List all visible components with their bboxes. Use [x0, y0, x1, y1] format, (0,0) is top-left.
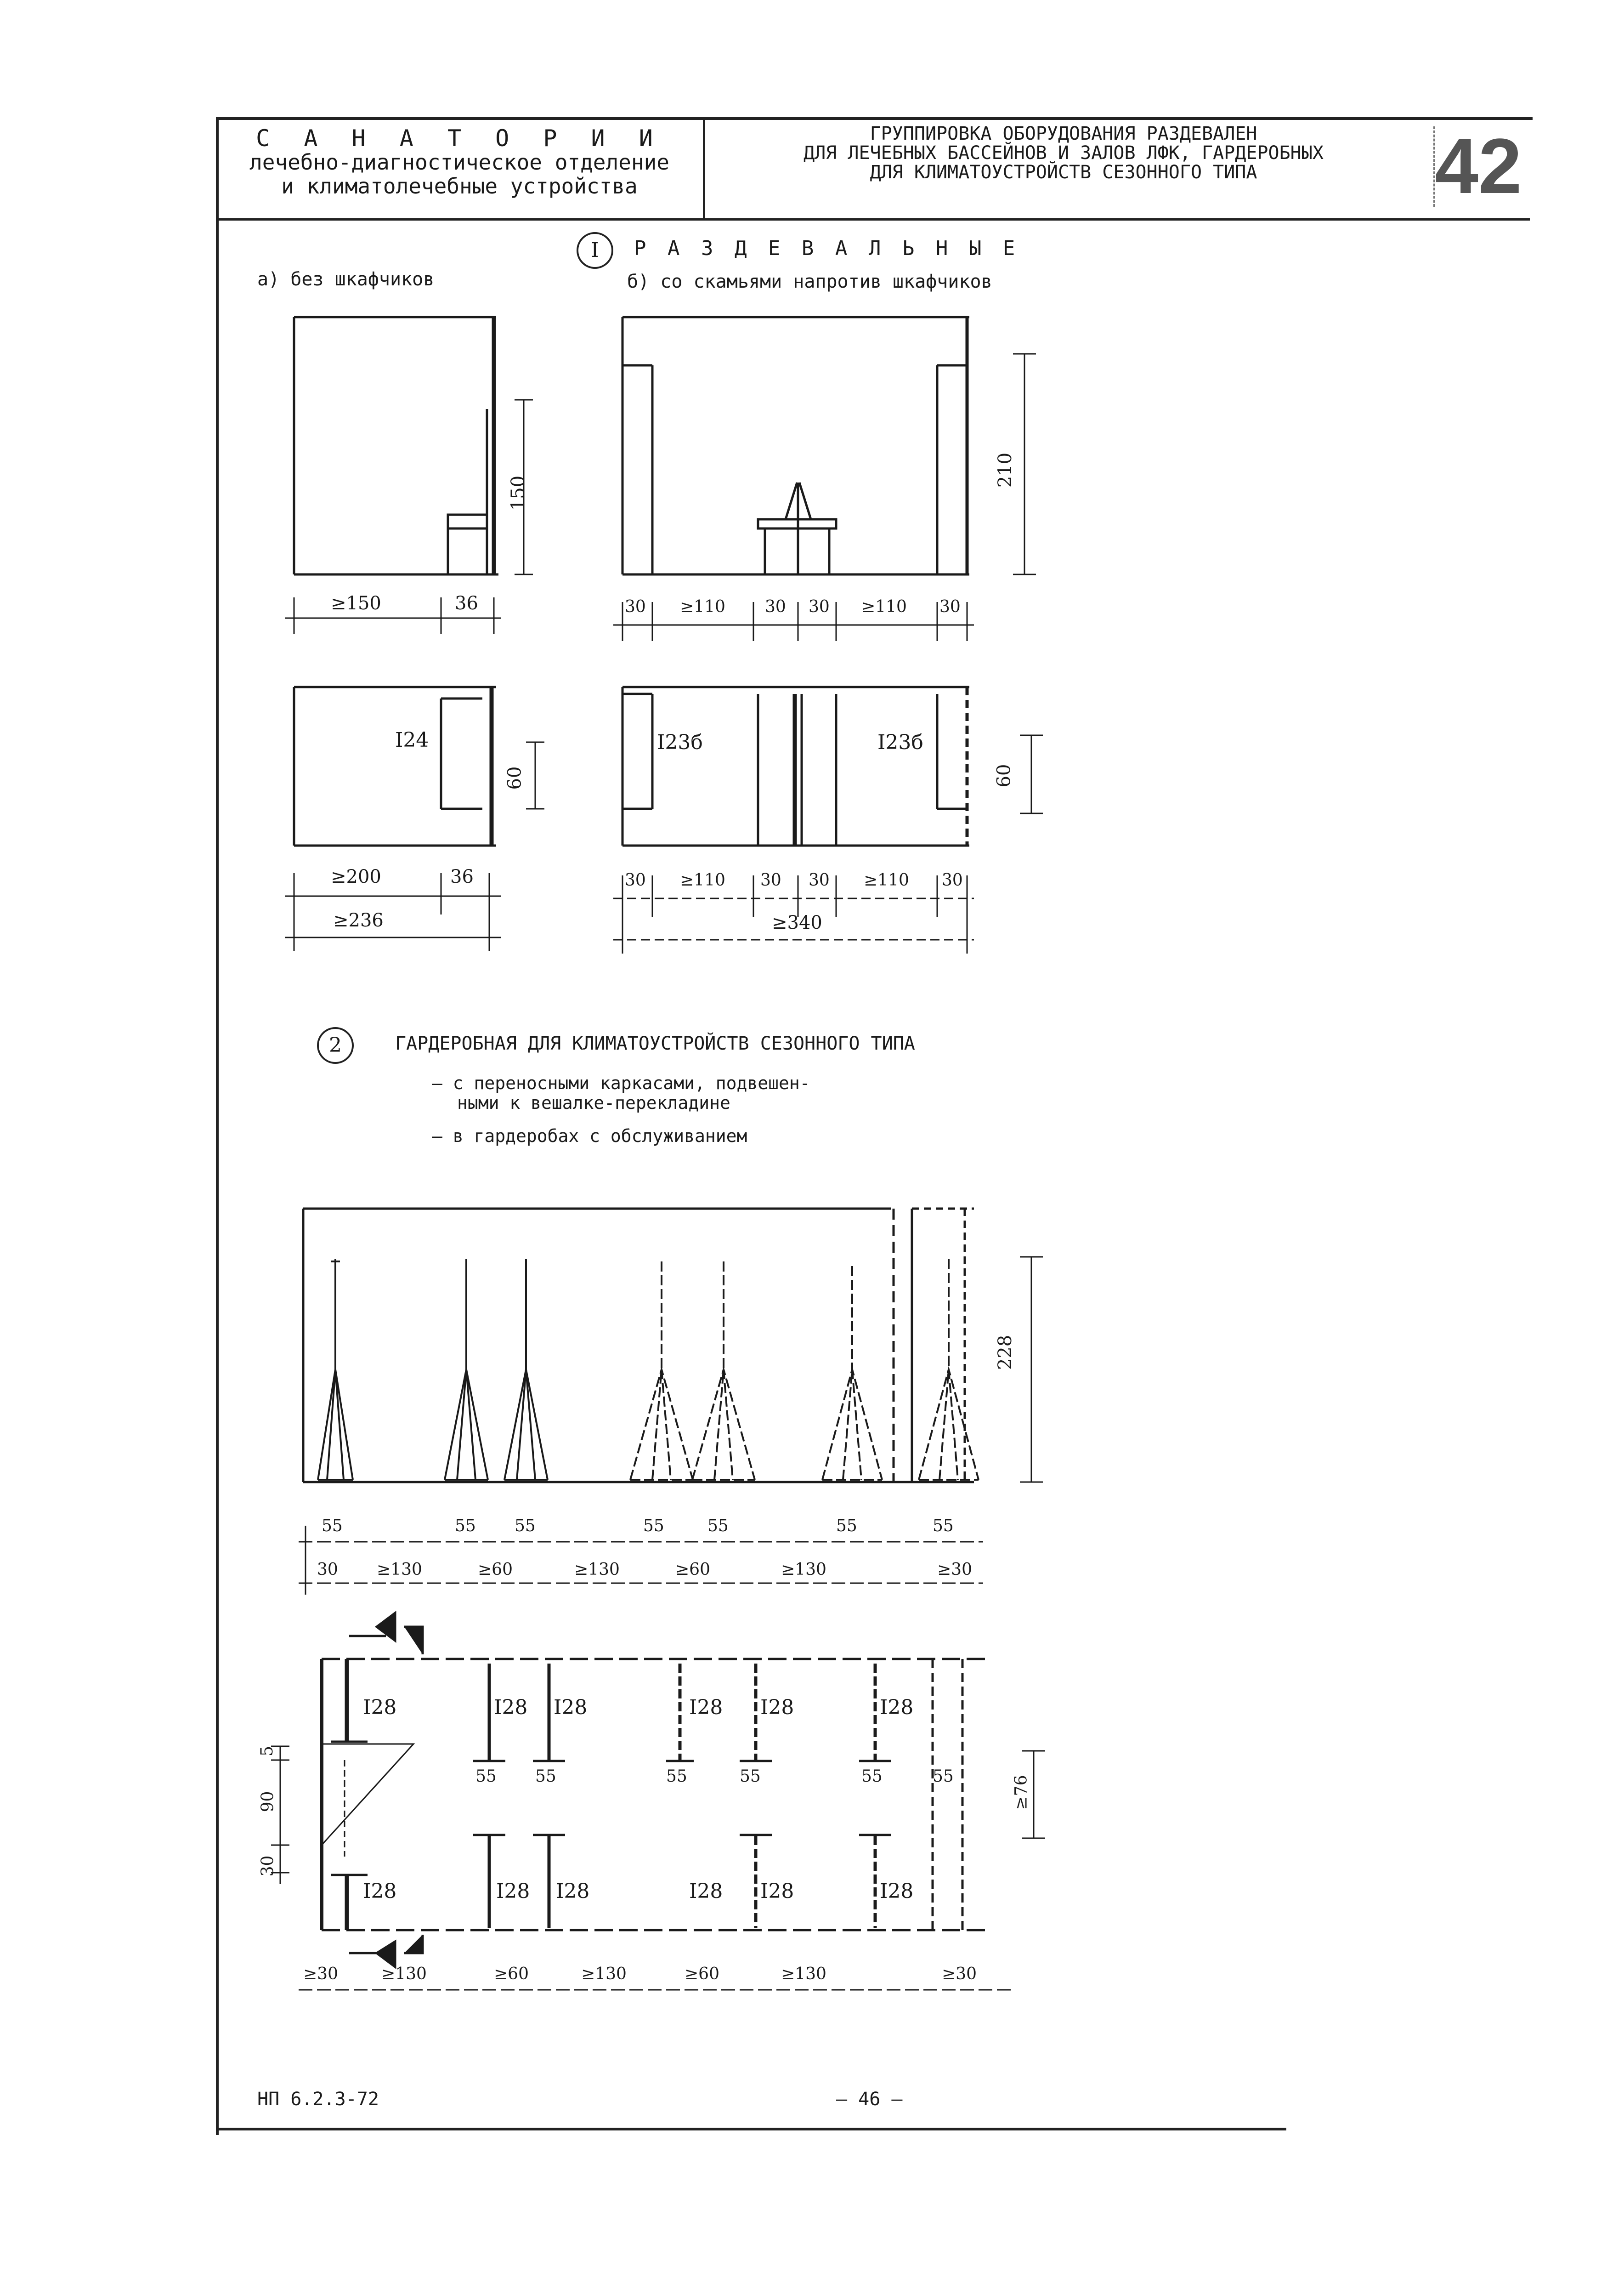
sheet-title-2: ДЛЯ ЛЕЧЕБНЫХ БАССЕЙНОВ И ЗАЛОВ ЛФК, ГАРДЕРОБНЫХ	[804, 142, 1324, 164]
dim-a-plan-total: ≥236	[333, 910, 384, 931]
header-subtitle-2: и климатолечебные устройства	[281, 174, 638, 199]
section-2-title: ГАРДЕРОБНАЯ ДЛЯ КЛИМАТОУСТРОЙСТВ СЕЗОННОГО ТИПА	[395, 1033, 915, 1054]
dim-b-e5: ≥110	[861, 597, 907, 616]
header-subtitle-1: лечебно-диагностическое отделение	[249, 150, 669, 175]
label-a-plan: I24	[395, 728, 429, 752]
dim-g-mid-1: 55	[475, 1767, 497, 1786]
section-1-title: Р А З Д Е В А Л Ь Н Ы Е	[634, 237, 1020, 260]
sheet-title-3: ДЛЯ КЛИМАТОУСТРОЙСТВ СЕЗОННОГО ТИПА	[870, 162, 1257, 183]
label-g-plan-1: I28	[363, 1696, 397, 1719]
dim-g-mid-2: 55	[535, 1767, 556, 1786]
dim-b-p2: ≥110	[680, 871, 725, 890]
sheet-title-1: ГРУППИРОВКА ОБОРУДОВАНИЯ РАЗДЕВАЛЕН	[870, 123, 1257, 144]
dim-g-top-5: 55	[707, 1517, 729, 1535]
dim-b-plan-total: ≥340	[772, 912, 822, 933]
dim-g-left-2: 90	[258, 1791, 277, 1812]
header-title: С А Н А Т О Р И И	[256, 125, 663, 152]
b-plan-drawing	[613, 687, 1043, 954]
dim-a-elev-w2: 36	[455, 593, 478, 614]
dim-g-pb-2: ≥130	[381, 1965, 427, 1983]
dim-g-elev-h: 228	[995, 1335, 1016, 1370]
dim-g-bot-3: ≥60	[478, 1560, 513, 1579]
dim-g-top-4: 55	[643, 1517, 664, 1535]
dim-b-p1: 30	[625, 871, 646, 890]
dim-g-bot-1: 30	[317, 1560, 338, 1579]
dim-b-e1: 30	[625, 597, 646, 616]
wardrobe-plan-drawing	[271, 1613, 1045, 1990]
dim-a-plan-w2: 36	[450, 866, 474, 887]
label-g-plan-7: I28	[363, 1880, 397, 1903]
dim-b-p5: ≥110	[864, 871, 909, 890]
dim-g-pb-5: ≥60	[685, 1965, 719, 1983]
dim-g-pb-6: ≥130	[781, 1965, 826, 1983]
label-g-plan-6: I28	[880, 1696, 914, 1719]
dim-g-pb-3: ≥60	[494, 1965, 529, 1983]
a-plan-drawing	[285, 687, 544, 951]
dim-b-p6: 30	[942, 871, 963, 890]
dim-g-left-1: 5	[257, 1746, 277, 1756]
dim-g-top-2: 55	[455, 1517, 476, 1535]
label-g-plan-2: I28	[494, 1696, 528, 1719]
b-elevation-drawing	[613, 317, 1036, 641]
label-b-plan-1: I23б	[657, 731, 703, 754]
dim-b-e4: 30	[809, 597, 830, 616]
dim-g-left-3: 30	[258, 1855, 277, 1877]
dim-g-bot-6: ≥130	[781, 1560, 826, 1579]
wardrobe-elevation-drawing	[299, 1209, 1043, 1595]
dim-g-pb-4: ≥130	[581, 1965, 627, 1983]
label-g-plan-8: I28	[496, 1880, 530, 1903]
section-1-number: I	[577, 232, 613, 269]
dim-g-mid-6: 55	[933, 1767, 954, 1786]
dim-g-mid-3: 55	[666, 1767, 687, 1786]
dim-g-bot-2: ≥130	[377, 1560, 422, 1579]
dim-g-bot-5: ≥60	[675, 1560, 710, 1579]
footer-code: НП 6.2.3-72	[257, 2089, 379, 2110]
sheet-number: 42	[1433, 126, 1522, 207]
dim-b-plan-h: 60	[993, 764, 1015, 788]
dim-g-bot-7: ≥30	[937, 1560, 972, 1579]
dim-g-top-6: 55	[836, 1517, 857, 1535]
section-2-bullet-2: – в гардеробах с обслуживанием	[432, 1126, 747, 1146]
subsection-a-label: а) без шкафчиков	[257, 269, 435, 290]
dim-g-top-1: 55	[322, 1517, 343, 1535]
dim-g-mid-4: 55	[740, 1767, 761, 1786]
dim-g-bot-4: ≥130	[574, 1560, 620, 1579]
a-elevation-drawing	[285, 317, 533, 634]
section-2-bullet-1b: ными к вешалке-перекладине	[457, 1093, 730, 1113]
dim-a-elev-h: 150	[508, 475, 529, 511]
dim-g-pb-7: ≥30	[942, 1965, 977, 1983]
dim-b-p3: 30	[760, 871, 781, 890]
dim-b-e6: 30	[939, 597, 961, 616]
label-g-plan-10: I28	[689, 1880, 723, 1903]
dim-b-p4: 30	[809, 871, 830, 890]
subsection-b-label: б) со скамьями напротив шкафчиков	[627, 271, 992, 292]
dim-a-plan-h: 60	[504, 766, 526, 790]
section-2-number: 2	[317, 1027, 354, 1064]
dim-b-e2: ≥110	[680, 597, 725, 616]
dim-a-elev-w1: ≥150	[331, 593, 381, 614]
section-2-bullet-1a: – с переносными каркасами, подвешен-	[432, 1073, 810, 1093]
label-g-plan-12: I28	[880, 1880, 914, 1903]
label-g-plan-11: I28	[760, 1880, 794, 1903]
label-b-plan-2: I23б	[877, 731, 923, 754]
dim-g-mid-5: 55	[861, 1767, 883, 1786]
dim-g-top-7: 55	[933, 1517, 954, 1535]
label-g-plan-3: I28	[554, 1696, 588, 1719]
dim-g-pb-1: ≥30	[303, 1965, 338, 1983]
label-g-plan-5: I28	[760, 1696, 794, 1719]
dim-g-right: ≥76	[1012, 1775, 1031, 1810]
dim-a-plan-w1: ≥200	[331, 866, 381, 887]
dim-b-e3: 30	[765, 597, 786, 616]
dim-b-elev-h: 210	[995, 452, 1016, 488]
label-g-plan-9: I28	[556, 1880, 590, 1903]
dim-g-top-3: 55	[515, 1517, 536, 1535]
label-g-plan-4: I28	[689, 1696, 723, 1719]
page-number: – 46 –	[836, 2089, 903, 2110]
